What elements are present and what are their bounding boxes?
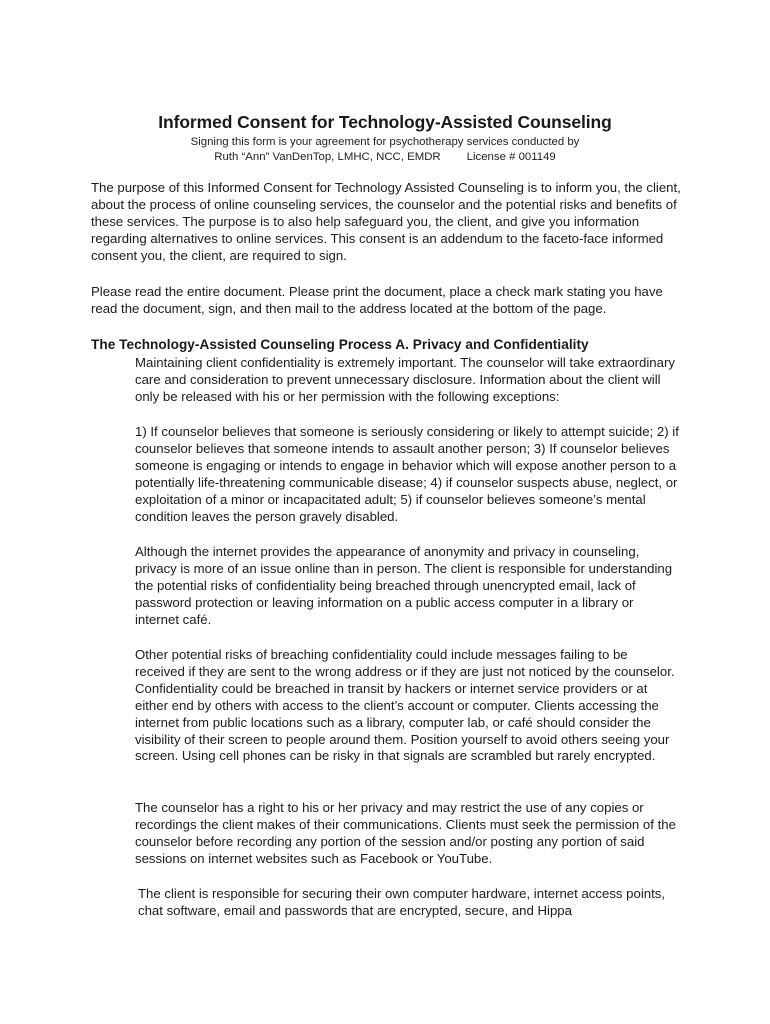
- purpose-paragraph: The purpose of this Informed Consent for Technology Assisted Counseling is to inform you, the client, about the process of online counseling services, the counselor and the potential risks and benefits of these services. The purpose is to also help safeguard you, the client, and give you information regarding alternatives to online services. This consent is an addendum to the faceto-face informed consent you, the client, are required to sign.: [91, 180, 681, 263]
- security-paragraph: The client is responsible for securing their own computer hardware, internet access points, chat software, email and passwords that are encrypted, secure, and Hippa: [138, 886, 666, 918]
- confidentiality-paragraph: Maintaining client confidentiality is extremely important. The counselor will take extraordinary care and consideration to prevent unnecessary disclosure. Information about the client will only be released with his or her permission with the following exceptions:: [135, 355, 675, 404]
- section-heading: The Technology-Assisted Counseling Process A. Privacy and Confidentiality: [91, 337, 589, 352]
- document-subtitle: Signing this form is your agreement for psychotherapy services conducted by: [190, 136, 580, 148]
- recording-paragraph: The counselor has a right to his or her privacy and may restrict the use of any copies or recordings the client makes of their communications. Clients must seek the permission of the counselor before recording any portion of the session and/or posting any portion of said sessions on internet websites such as Facebook or YouTube.: [135, 800, 676, 866]
- risks-paragraph: Other potential risks of breaching confidentiality could include messages failing to be received if they are sent to the wrong address or if they are just not noticed by the counselor. Confidentiality could be breached in transit by hackers or internet service providers or at either end by others with access to the client’s account or computer. Clients accessing the internet from public locations such as a library, computer lab, or café should consider the visibility of their screen to people around them. Position yourself to avoid others seeing your screen. Using cell phones can be risky in that signals are scrambled but rarely encrypted.: [135, 647, 675, 764]
- counselor-name: Ruth “Ann” VanDenTop, LMHC, NCC, EMDR: [214, 151, 441, 163]
- counselor-credentials: [0, 150, 770, 165]
- instructions-paragraph: Please read the entire document. Please print the document, place a check mark stating you have read the document, sign, and then mail to the address located at the bottom of the page.: [91, 284, 663, 316]
- exceptions-paragraph: 1) If counselor believes that someone is seriously considering or likely to attempt suicide; 2) if counselor believes that someone intends to assault another person; 3) If counselor believes someone is engaging or intends to engage in behavior which will expose another person to a potentially life-threatening communicable disease; 4) if counselor suspects abuse, neglect, or exploitation of a minor or incapacitated adult; 5) if counselor believes someone’s mental condition leaves the person gravely disabled.: [135, 424, 679, 524]
- anonymity-paragraph: Although the internet provides the appearance of anonymity and privacy in counseling, privacy is more of an issue online than in person. The client is responsible for understanding the potential risks of confidentiality being breached through unencrypted email, lack of password protection or leaving information on a public access computer in a library or internet café.: [135, 544, 673, 627]
- license-number: License # 001149: [466, 151, 556, 163]
- document-title: Informed Consent for Technology-Assisted Counseling: [158, 112, 612, 132]
